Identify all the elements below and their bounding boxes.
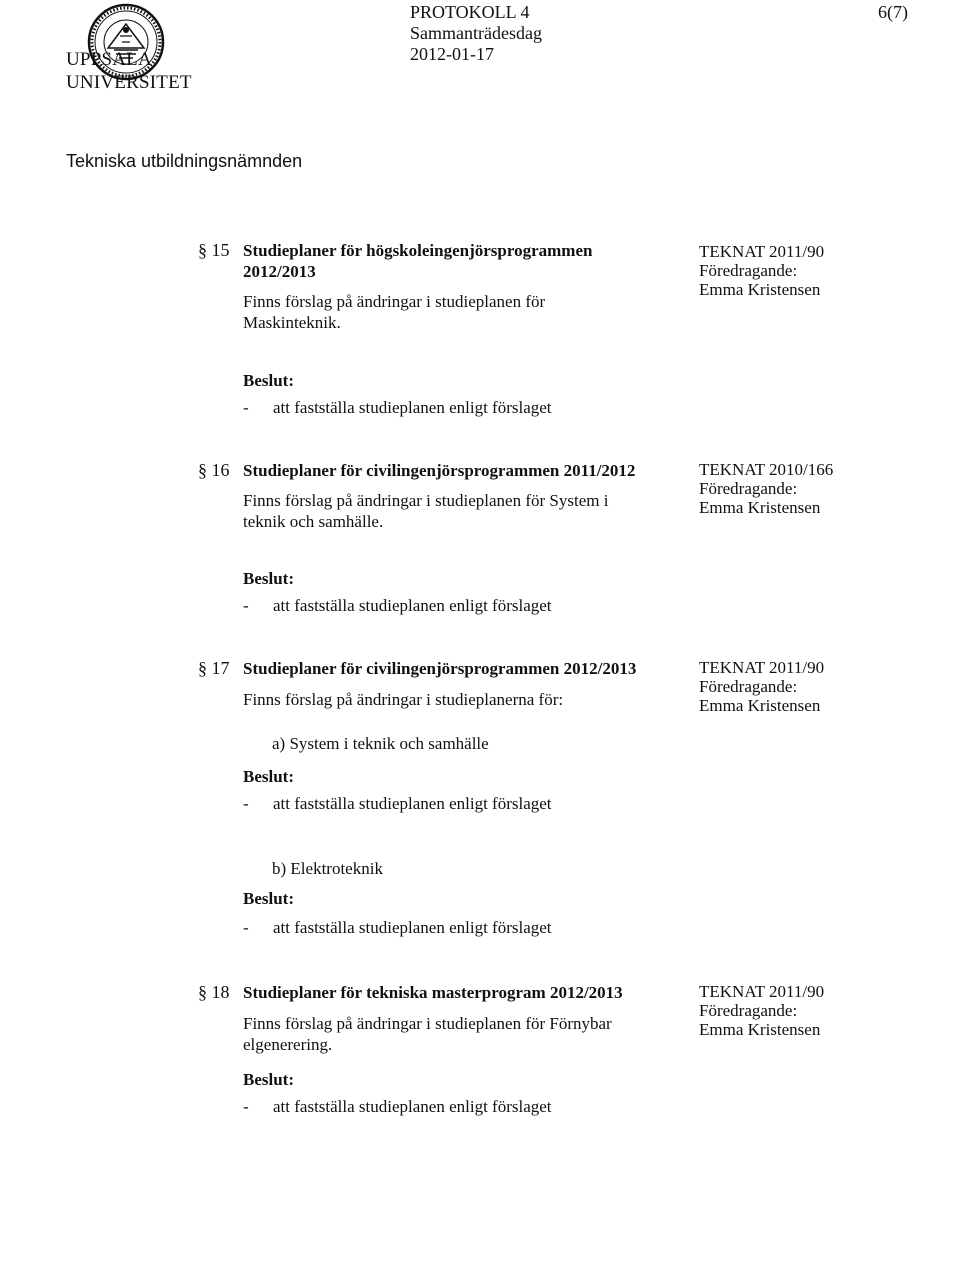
paragraph-number: § 16 xyxy=(198,460,230,480)
doc-type: PROTOKOLL 4 xyxy=(410,2,530,22)
section-body xyxy=(243,1013,612,1055)
decision-label: Beslut: xyxy=(243,767,294,786)
protocol-header xyxy=(410,2,542,65)
reference-block xyxy=(699,982,824,1039)
case-number: TEKNAT 2011/90 xyxy=(699,982,825,1001)
section-title: Studieplaner för civilingenjörsprogrammen 2012/2013 xyxy=(243,659,637,678)
decision-content: att fastställa studieplanen enligt förslaget xyxy=(273,918,552,937)
presenter-name: Emma Kristensen xyxy=(699,498,821,517)
section-body xyxy=(243,490,608,532)
section-title-line2: 2012/2013 xyxy=(243,262,316,281)
decision-dash: - xyxy=(243,1097,249,1116)
presenter-name: Emma Kristensen xyxy=(699,280,821,299)
section-body-line2: teknik och samhälle. xyxy=(243,512,384,531)
section-title: Studieplaner för tekniska masterprogram 2012/2013 xyxy=(243,983,623,1002)
decision-dash: - xyxy=(243,398,249,417)
sub-item-label: a) System i teknik och samhälle xyxy=(272,734,489,753)
section-body-line2: Maskinteknik. xyxy=(243,313,341,332)
presenter-label: Föredragande: xyxy=(699,1001,798,1020)
reference-block xyxy=(699,242,824,299)
presenter-name: Emma Kristensen xyxy=(699,1020,821,1039)
presenter-label: Föredragande: xyxy=(699,479,798,498)
reference-block xyxy=(699,658,824,715)
university-line2: UNIVERSITET xyxy=(66,72,192,93)
section-title xyxy=(243,240,592,282)
decision-text xyxy=(243,1096,552,1117)
sub-item-label: b) Elektroteknik xyxy=(272,859,383,878)
committee-name: Tekniska utbildningsnämnden xyxy=(66,151,303,171)
presenter-label: Föredragande: xyxy=(699,677,798,696)
section-title: Studieplaner för civilingenjörsprogrammen 2011/2012 xyxy=(243,461,636,480)
section-body xyxy=(243,291,545,333)
case-number: TEKNAT 2011/90 xyxy=(699,242,825,261)
section-body-line1: Finns förslag på ändringar i studieplanen för Förnybar xyxy=(243,1014,612,1033)
decision-content: att fastställa studieplanen enligt förslaget xyxy=(273,1097,552,1116)
decision-text xyxy=(243,595,552,616)
presenter-label: Föredragande: xyxy=(699,261,798,280)
case-number: TEKNAT 2010/166 xyxy=(699,460,834,479)
section-title-line1: Studieplaner för högskoleingenjörsprogrammen xyxy=(243,241,593,260)
case-number: TEKNAT 2011/90 xyxy=(699,658,825,677)
decision-dash: - xyxy=(243,918,249,937)
paragraph-number: § 17 xyxy=(198,658,230,678)
section-body: Finns förslag på ändringar i studieplanerna för: xyxy=(243,690,564,709)
decision-label: Beslut: xyxy=(243,371,294,390)
decision-label: Beslut: xyxy=(243,889,294,908)
decision-label: Beslut: xyxy=(243,569,294,588)
decision-text xyxy=(243,793,552,814)
decision-content: att fastställa studieplanen enligt förslaget xyxy=(273,794,552,813)
section-body-line1: Finns förslag på ändringar i studieplanen för xyxy=(243,292,546,311)
decision-dash: - xyxy=(243,794,249,813)
decision-dash: - xyxy=(243,596,249,615)
decision-label: Beslut: xyxy=(243,1070,294,1089)
reference-block xyxy=(699,460,833,517)
presenter-name: Emma Kristensen xyxy=(699,696,821,715)
meeting-label: Sammanträdesdag xyxy=(410,23,542,43)
section-body-line2: elgenerering. xyxy=(243,1035,333,1054)
decision-text xyxy=(243,397,552,418)
section-body-line1: Finns förslag på ändringar i studieplanen för System i xyxy=(243,491,609,510)
paragraph-number: § 18 xyxy=(198,982,230,1002)
decision-text xyxy=(243,917,552,938)
paragraph-number: § 15 xyxy=(198,240,230,260)
university-name xyxy=(66,48,192,94)
page-number: 6(7) xyxy=(878,2,908,22)
decision-content: att fastställa studieplanen enligt förslaget xyxy=(273,398,552,417)
meeting-date: 2012-01-17 xyxy=(410,44,494,64)
decision-content: att fastställa studieplanen enligt förslaget xyxy=(273,596,552,615)
university-line1: UPPSALA xyxy=(66,49,152,70)
